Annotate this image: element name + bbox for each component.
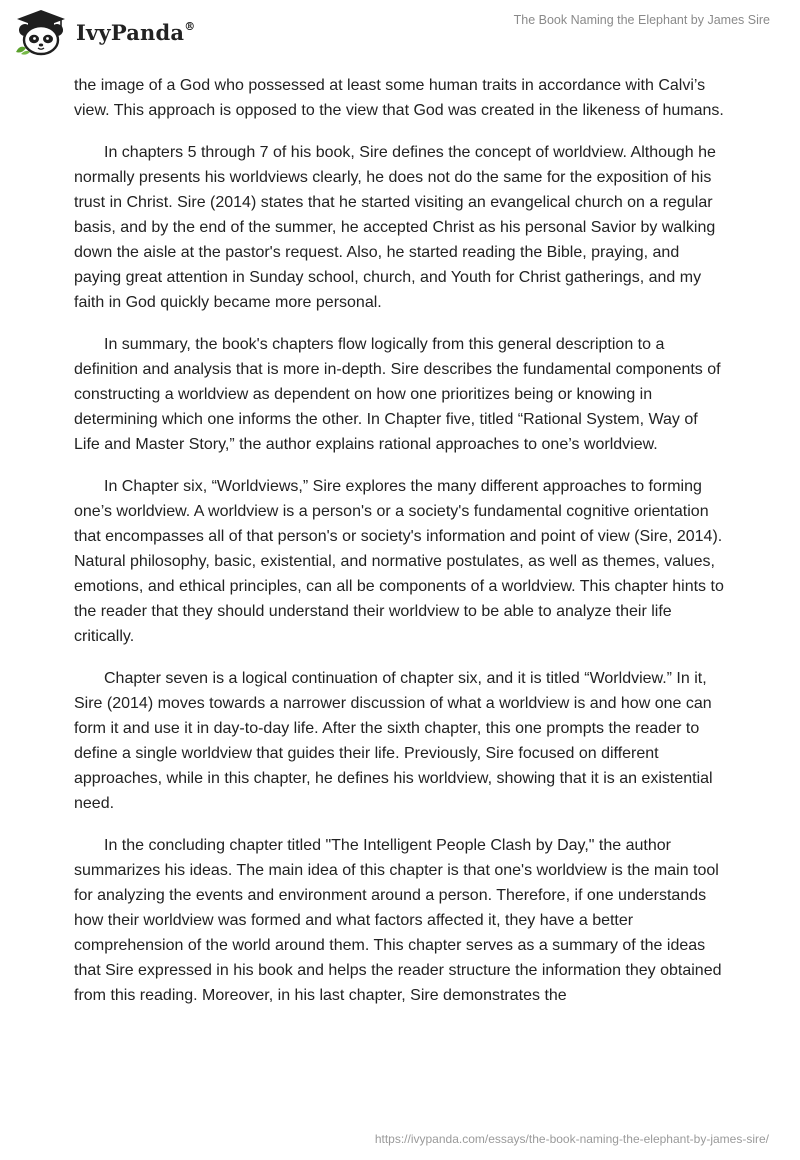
paragraph-4: In Chapter six, “Worldviews,” Sire explores the many different approaches to forming one’s worldview. A worldview is a person's or a society's fundamental cognitive orientation that encompasses all of that person's or society's information and point of view (Sire, 2014). Natural philosophy, basic, existential, and normative postulates, as well as themes, values, emotions, and ethical principles, can all be components of a worldview. This chapter hints to the reader that they should understand their worldview to be able to analyze their life critically.	[74, 478, 724, 645]
document-title: The Book Naming the Elephant by James Sire	[513, 13, 770, 27]
source-url[interactable]: https://ivypanda.com/essays/the-book-naming-the-elephant-by-james-sire/	[374, 1132, 769, 1146]
panda-graduate-icon	[14, 8, 68, 56]
paragraph-2: In chapters 5 through 7 of his book, Sire defines the concept of worldview. Although he normally presents his worldviews clearly, he does not do the same for the exposition of his trust in Christ. Sire (2014) states that he started visiting an evangelical church on a regular basis, and by the end of the summer, he accepted Christ as his personal Savior by walking down the aisle at the pastor's request. Also, he started reading the Bible, praying, and paying great attention in Sunday school, church, and Youth for Christ gatherings, and my faith in God quickly became more personal.	[74, 144, 716, 311]
registered-mark: ®	[184, 19, 196, 33]
paragraph-6: In the concluding chapter titled "The Intelligent People Clash by Day," the author summarizes his ideas. The main idea of this chapter is that one's worldview is the main tool for analyzing the events and environment around a person. Therefore, if one understands how their worldview was formed and what factors affected it, they have a better comprehension of the world around them. This chapter serves as a summary of the ideas that Sire expressed in his book and helps the reader structure the information they obtained from this reading. Moreover, in his last chapter, Sire demonstrates the	[74, 837, 722, 1004]
ivypanda-logo[interactable]	[14, 8, 195, 56]
logo-name: IvyPanda	[76, 19, 185, 45]
paragraph-3: In summary, the book's chapters flow logically from this general description to a definition and analysis that is more in-depth. Sire describes the fundamental components of constructing a worldview as dependent on how one prioritizes being or knowing in determining which one informs the other. In Chapter five, titled “Rational System, Way of Life and Master Story,” the author explains rational approaches to one’s worldview.	[74, 336, 721, 453]
paragraph-1: the image of a God who possessed at least some human traits in accordance with Calvi’s view. This approach is opposed to the view that God was created in the likeness of humans.	[74, 77, 724, 119]
essay-body	[74, 73, 724, 1025]
paragraph-5: Chapter seven is a logical continuation of chapter six, and it is titled “Worldview.” In it, Sire (2014) moves towards a narrower discussion of what a worldview is and how one can form it and use it in day-to-day life. After the sixth chapter, this one prompts the reader to define a single worldview that guides their life. Previously, Sire focused on different approaches, while in this chapter, he defines his worldview, showing that it is an existential need.	[74, 670, 713, 812]
page-header	[0, 0, 800, 68]
logo-wordmark	[76, 20, 195, 45]
